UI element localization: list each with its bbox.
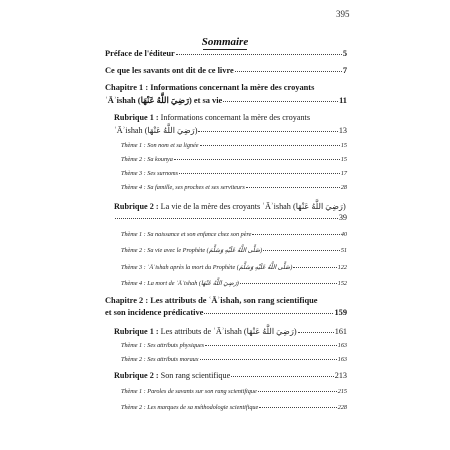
dot-leader [198, 131, 337, 132]
toc-theme-1-1-3[interactable]: Thème 3 : Ses surnoms 17 [121, 170, 347, 177]
toc-theme-1-1-1[interactable]: Thème 1 : Son nom et sa lignée 15 [121, 142, 347, 149]
toc-rubrique-1-1-line1[interactable]: Rubrique 1 : Informations concernant la mère des croyants [114, 113, 311, 122]
toc-rubrique-2-1[interactable]: Rubrique 1 : Les attributs de ʿĀʾishah (رَضِيَ اللَّهُ عَنْهَا) 161 [114, 327, 347, 336]
dot-leader [263, 250, 340, 251]
dot-leader [174, 159, 340, 160]
toc-rubrique-2-2[interactable]: Rubrique 2 : Son rang scientifique 213 [114, 371, 347, 380]
page-title: Sommaire [201, 36, 249, 48]
dot-leader [115, 218, 338, 219]
dot-leader [204, 313, 333, 314]
dot-leader [200, 359, 337, 360]
page-number: 395 [336, 9, 350, 19]
toc-rubrique-1-2-line1[interactable]: Rubrique 2 : La vie de la mère des croyants ʿĀʾishah (رَضِيَ اللَّهُ عَنْهَا) [114, 202, 346, 211]
dot-leader [179, 173, 340, 174]
toc-chapter-2-line1[interactable]: Chapitre 2 : Les attributs de ʿĀʾishah, son rang scientifique [105, 296, 318, 305]
toc-theme-2-2-2[interactable]: Thème 2 : Les marques de sa méthodologie scientifique 228 [121, 404, 347, 411]
dot-leader [240, 283, 337, 284]
toc-theme-1-1-2[interactable]: Thème 2 : Sa kounya 15 [121, 156, 347, 163]
dot-leader [200, 145, 340, 146]
dot-leader [176, 54, 342, 55]
toc-theme-1-1-4[interactable]: Thème 4 : Sa famille, ses proches et ses serviteurs 28 [121, 184, 347, 191]
dot-leader [258, 391, 337, 392]
toc-entry-savants[interactable]: Ce que les savants ont dit de ce livre 7 [105, 66, 347, 75]
toc-chapter-1[interactable]: ʿĀʾishah (رَضِيَ اللَّهُ عَنْهَا) et sa vie 11 [105, 96, 347, 105]
toc-theme-1-2-3[interactable]: Thème 3 : ʿĀʾishah après la mort du Prophète (صَلَّى اللَّهُ عَلَيْهِ وَسَلَّمَ) 122 [121, 264, 347, 271]
dot-leader [223, 101, 338, 102]
dot-leader [231, 376, 334, 377]
dot-leader [298, 332, 334, 333]
dot-leader [235, 71, 342, 72]
toc-chapter-2[interactable]: et son incidence prédicative 159 [105, 308, 347, 317]
dot-leader [293, 267, 336, 268]
toc-rubrique-1-2[interactable]: 39 [114, 213, 347, 222]
toc-theme-2-2-1[interactable]: Thème 1 : Paroles de savants sur son rang scientifique 215 [121, 388, 347, 395]
dot-leader [246, 187, 340, 188]
toc-entry-preface[interactable]: Préface de l'éditeur 5 [105, 49, 347, 58]
dot-leader [252, 234, 339, 235]
toc-chapter-1-line1[interactable]: Chapitre 1 : Informations concernant la mère des croyants [105, 83, 315, 92]
dot-leader [205, 345, 337, 346]
toc-theme-2-1-1[interactable]: Thème 1 : Ses attributs physiques 163 [121, 342, 347, 349]
toc-theme-1-2-1[interactable]: Thème 1 : Sa naissance et son enfance chez son père 40 [121, 231, 347, 238]
toc-theme-1-2-4[interactable]: Thème 4 : La mort de ʿĀʾishah (رَضِيَ اللَّهُ عَنْهَا) 152 [121, 280, 347, 287]
toc-theme-1-2-2[interactable]: Thème 2 : Sa vie avec le Prophète (صَلَّى اللَّهُ عَلَيْهِ وَسَلَّمَ) 51 [121, 247, 347, 254]
dot-leader [259, 407, 336, 408]
toc-theme-2-1-2[interactable]: Thème 2 : Ses attributs moraux 163 [121, 356, 347, 363]
toc-rubrique-1-1[interactable]: ʿĀʾishah (رَضِيَ اللَّهُ عَنْهَا) 13 [114, 126, 347, 135]
